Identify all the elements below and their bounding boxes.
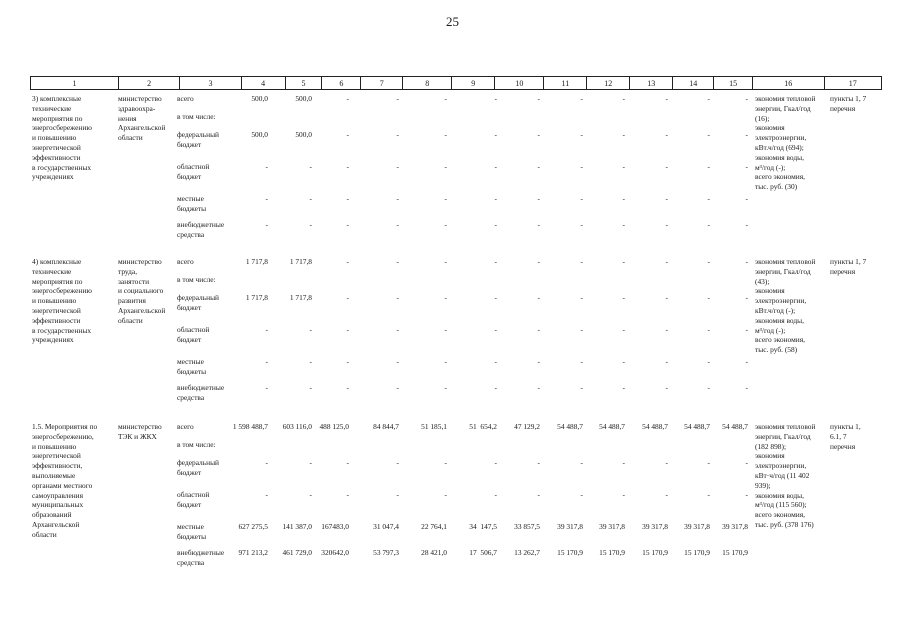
value-cell: 500,0 <box>251 94 268 103</box>
funding-label-including: в том числе: <box>177 112 216 121</box>
value-cell: - <box>622 490 625 499</box>
value-cell: - <box>346 383 349 392</box>
value-cell: - <box>707 162 710 171</box>
value-cell: - <box>665 357 668 366</box>
value-cell: 627 275,5 <box>238 522 268 531</box>
value-cell: - <box>265 220 268 229</box>
value-cell: - <box>707 458 710 467</box>
value-cell: - <box>580 194 583 203</box>
value-cell: - <box>346 220 349 229</box>
value-cell: - <box>494 162 497 171</box>
value-cell: - <box>622 94 625 103</box>
value-cell: - <box>444 194 447 203</box>
value-cell: - <box>745 130 748 139</box>
value-cell: 54 488,7 <box>684 422 710 431</box>
value-cell: - <box>346 357 349 366</box>
value-cell: - <box>396 194 399 203</box>
value-cell: - <box>396 162 399 171</box>
value-cell: - <box>396 357 399 366</box>
value-cell: 33 857,5 <box>514 522 540 531</box>
column-number-2: 2 <box>118 77 179 90</box>
value-cell: - <box>346 490 349 499</box>
value-cell: 54 488,7 <box>557 422 583 431</box>
value-cell: - <box>494 220 497 229</box>
value-cell: - <box>665 220 668 229</box>
value-cell: - <box>309 458 312 467</box>
value-cell: - <box>745 325 748 334</box>
value-cell: 51 654,2 <box>469 422 497 431</box>
value-cell: - <box>265 357 268 366</box>
value-cell: - <box>665 490 668 499</box>
value-cell: - <box>444 130 447 139</box>
value-cell: - <box>444 162 447 171</box>
value-cell: - <box>494 490 497 499</box>
value-cell: - <box>444 383 447 392</box>
funding-label-total: всего <box>177 422 194 431</box>
column-number-8: 8 <box>403 77 452 90</box>
value-cell: 54 488,7 <box>599 422 625 431</box>
value-cell: - <box>346 458 349 467</box>
column-number-13: 13 <box>630 77 673 90</box>
value-cell: - <box>745 94 748 103</box>
value-cell: - <box>396 293 399 302</box>
value-cell: - <box>444 458 447 467</box>
value-cell: 34 147,5 <box>469 522 497 531</box>
value-cell: 51 185,1 <box>421 422 447 431</box>
activity-title: 1.5. Мероприятия по энергосбережению, и повышению энергетической эффективности, выполняемые органами местного самоуправления муниципальных образований Архангельской области <box>32 422 98 539</box>
value-cell: - <box>745 220 748 229</box>
value-cell: 971 213,2 <box>238 548 268 557</box>
funding-label-regional: областной бюджет <box>177 325 210 344</box>
value-cell: 15 170,9 <box>722 548 748 557</box>
effect-indicator: экономия тепловой энергии, Гкал/год (43); экономия электроэнергии, кВт.ч/год (-); экономия воды, м³/год (-); всего экономия, тыс. руб. (58) <box>755 257 816 355</box>
value-cell: 320642,0 <box>321 548 349 557</box>
funding-label-local: местные бюджеты <box>177 522 207 541</box>
value-cell: - <box>444 357 447 366</box>
value-cell: 500,0 <box>251 130 268 139</box>
value-cell: - <box>745 357 748 366</box>
value-cell: - <box>346 130 349 139</box>
value-cell: - <box>494 325 497 334</box>
value-cell: - <box>707 194 710 203</box>
funding-label-total: всего <box>177 94 194 103</box>
funding-label-extra: внебюджетные средства <box>177 548 225 567</box>
value-cell: - <box>265 383 268 392</box>
value-cell: - <box>665 293 668 302</box>
value-cell: - <box>346 162 349 171</box>
value-cell: 47 129,2 <box>514 422 540 431</box>
column-number-15: 15 <box>714 77 753 90</box>
value-cell: - <box>707 220 710 229</box>
funding-label-regional: областной бюджет <box>177 490 210 509</box>
value-cell: 1 717,8 <box>245 293 268 302</box>
value-cell: - <box>396 220 399 229</box>
value-cell: - <box>444 490 447 499</box>
value-cell: - <box>346 293 349 302</box>
program-reference: пункты 1, 6.1, 7 перечня <box>830 422 861 451</box>
value-cell: - <box>580 257 583 266</box>
value-cell: - <box>622 257 625 266</box>
value-cell: - <box>265 458 268 467</box>
value-cell: - <box>622 458 625 467</box>
value-cell: - <box>346 257 349 266</box>
value-cell: - <box>707 257 710 266</box>
value-cell: - <box>707 357 710 366</box>
value-cell: 488 125,0 <box>319 422 349 431</box>
value-cell: - <box>309 325 312 334</box>
value-cell: - <box>580 94 583 103</box>
value-cell: - <box>665 194 668 203</box>
activity-title: 4) комплексные технические мероприятия по энергосбережению и повышению энергетической эффективности в государственных учреждениях <box>32 257 92 345</box>
value-cell: - <box>494 257 497 266</box>
value-cell: - <box>622 357 625 366</box>
value-cell: - <box>622 325 625 334</box>
value-cell: - <box>265 490 268 499</box>
column-number-14: 14 <box>673 77 714 90</box>
value-cell: - <box>665 383 668 392</box>
value-cell: 54 488,7 <box>722 422 748 431</box>
value-cell: - <box>309 220 312 229</box>
value-cell: - <box>494 130 497 139</box>
value-cell: 39 317,8 <box>642 522 668 531</box>
value-cell: - <box>580 458 583 467</box>
value-cell: 1 717,8 <box>289 257 312 266</box>
value-cell: - <box>537 257 540 266</box>
value-cell: 461 729,0 <box>282 548 312 557</box>
value-cell: - <box>580 357 583 366</box>
value-cell: - <box>707 293 710 302</box>
value-cell: 31 047,4 <box>373 522 399 531</box>
value-cell: - <box>537 194 540 203</box>
column-number-12: 12 <box>587 77 630 90</box>
value-cell: - <box>309 357 312 366</box>
value-cell: - <box>346 94 349 103</box>
value-cell: - <box>494 194 497 203</box>
value-cell: - <box>265 194 268 203</box>
column-number-7: 7 <box>361 77 403 90</box>
column-number-header <box>30 76 882 90</box>
value-cell: - <box>444 220 447 229</box>
funding-label-federal: федеральный бюджет <box>177 293 219 312</box>
value-cell: - <box>665 162 668 171</box>
value-cell: - <box>346 194 349 203</box>
value-cell: 167483,0 <box>321 522 349 531</box>
value-cell: 500,0 <box>295 94 312 103</box>
value-cell: - <box>396 325 399 334</box>
value-cell: - <box>537 220 540 229</box>
value-cell: - <box>707 383 710 392</box>
value-cell: - <box>537 94 540 103</box>
value-cell: - <box>309 194 312 203</box>
value-cell: - <box>580 162 583 171</box>
funding-label-total: всего <box>177 257 194 266</box>
value-cell: 39 317,8 <box>557 522 583 531</box>
funding-label-federal: федеральный бюджет <box>177 130 219 149</box>
value-cell: - <box>444 293 447 302</box>
value-cell: - <box>707 325 710 334</box>
column-number-10: 10 <box>495 77 544 90</box>
value-cell: - <box>745 194 748 203</box>
value-cell: 15 170,9 <box>557 548 583 557</box>
executor: министерство ТЭК и ЖКХ <box>118 422 162 441</box>
value-cell: - <box>265 325 268 334</box>
value-cell: 15 170,9 <box>642 548 668 557</box>
value-cell: - <box>745 490 748 499</box>
value-cell: - <box>494 383 497 392</box>
activity-title: 3) комплексные технические мероприятия по энергосбережению и повышению энергетической эффективности в государственных учреждениях <box>32 94 92 182</box>
value-cell: - <box>494 458 497 467</box>
value-cell: 39 317,8 <box>599 522 625 531</box>
value-cell: 141 387,0 <box>282 522 312 531</box>
program-reference: пункты 1, 7 перечня <box>830 94 867 113</box>
value-cell: - <box>396 94 399 103</box>
value-cell: - <box>665 325 668 334</box>
value-cell: - <box>622 383 625 392</box>
funding-label-extra: внебюджетные средства <box>177 220 225 239</box>
value-cell: - <box>537 490 540 499</box>
value-cell: - <box>707 130 710 139</box>
value-cell: - <box>537 458 540 467</box>
value-cell: - <box>580 383 583 392</box>
value-cell: - <box>537 383 540 392</box>
value-cell: 84 844,7 <box>373 422 399 431</box>
value-cell: - <box>745 257 748 266</box>
funding-label-including: в том числе: <box>177 440 216 449</box>
value-cell: - <box>396 458 399 467</box>
value-cell: - <box>665 458 668 467</box>
value-cell: - <box>309 490 312 499</box>
value-cell: - <box>707 94 710 103</box>
value-cell: - <box>346 325 349 334</box>
value-cell: - <box>537 162 540 171</box>
value-cell: - <box>537 293 540 302</box>
value-cell: - <box>396 130 399 139</box>
value-cell: - <box>745 162 748 171</box>
value-cell: 500,0 <box>295 130 312 139</box>
value-cell: - <box>665 94 668 103</box>
program-reference: пункты 1, 7 перечня <box>830 257 867 276</box>
column-number-6: 6 <box>322 77 361 90</box>
column-number-5: 5 <box>285 77 322 90</box>
value-cell: - <box>745 383 748 392</box>
value-cell: - <box>580 293 583 302</box>
funding-label-including: в том числе: <box>177 275 216 284</box>
value-cell: - <box>494 94 497 103</box>
value-cell: 53 797,3 <box>373 548 399 557</box>
funding-label-federal: федеральный бюджет <box>177 458 219 477</box>
value-cell: - <box>444 325 447 334</box>
value-cell: - <box>622 220 625 229</box>
column-number-11: 11 <box>544 77 587 90</box>
value-cell: - <box>665 257 668 266</box>
value-cell: - <box>537 357 540 366</box>
value-cell: - <box>622 194 625 203</box>
value-cell: - <box>309 162 312 171</box>
value-cell: 17 506,7 <box>469 548 497 557</box>
column-number-9: 9 <box>452 77 495 90</box>
value-cell: - <box>745 293 748 302</box>
value-cell: - <box>444 257 447 266</box>
value-cell: 28 421,0 <box>421 548 447 557</box>
value-cell: - <box>396 383 399 392</box>
value-cell: 15 170,9 <box>684 548 710 557</box>
column-number-17: 17 <box>824 77 881 90</box>
value-cell: 22 764,1 <box>421 522 447 531</box>
column-number-4: 4 <box>241 77 285 90</box>
value-cell: 39 317,8 <box>684 522 710 531</box>
executor: министерство здравоохра- нения Архангельской области <box>118 94 166 143</box>
value-cell: 13 262,7 <box>514 548 540 557</box>
value-cell: - <box>580 490 583 499</box>
value-cell: - <box>494 357 497 366</box>
value-cell: - <box>537 130 540 139</box>
effect-indicator: экономия тепловой энергии, Гкал/год (182 898); экономия электроэнергии, кВт·ч/год (11 402 939); экономия воды, м³/год (115 560); всего экономия, тыс. руб. (378 176) <box>755 422 816 529</box>
value-cell: - <box>745 458 748 467</box>
value-cell: 39 317,8 <box>722 522 748 531</box>
column-number-16: 16 <box>753 77 825 90</box>
funding-label-local: местные бюджеты <box>177 194 207 213</box>
value-cell: 603 116,0 <box>282 422 312 431</box>
effect-indicator: экономия тепловой энергии, Гкал/год (16); экономия электроэнергии, кВт.ч/год (694); экономия воды, м³/год (-); всего экономия, тыс. руб. (30) <box>755 94 816 192</box>
value-cell: - <box>707 490 710 499</box>
executor: министерство труда, занятости и социального развития Архангельской области <box>118 257 166 325</box>
value-cell: 1 598 488,7 <box>232 422 268 431</box>
value-cell: - <box>580 130 583 139</box>
value-cell: - <box>444 94 447 103</box>
value-cell: - <box>622 162 625 171</box>
value-cell: - <box>580 220 583 229</box>
value-cell: 1 717,8 <box>289 293 312 302</box>
funding-label-regional: областной бюджет <box>177 162 210 181</box>
column-number-1: 1 <box>31 77 119 90</box>
value-cell: 54 488,7 <box>642 422 668 431</box>
value-cell: 1 717,8 <box>245 257 268 266</box>
value-cell: - <box>396 490 399 499</box>
value-cell: - <box>396 257 399 266</box>
funding-label-local: местные бюджеты <box>177 357 207 376</box>
value-cell: - <box>665 130 668 139</box>
page-number: 25 <box>446 14 459 29</box>
value-cell: - <box>265 162 268 171</box>
value-cell: - <box>309 383 312 392</box>
value-cell: - <box>494 293 497 302</box>
column-number-3: 3 <box>180 77 241 90</box>
value-cell: - <box>537 325 540 334</box>
value-cell: - <box>580 325 583 334</box>
funding-label-extra: внебюджетные средства <box>177 383 225 402</box>
value-cell: 15 170,9 <box>599 548 625 557</box>
value-cell: - <box>622 130 625 139</box>
value-cell: - <box>622 293 625 302</box>
